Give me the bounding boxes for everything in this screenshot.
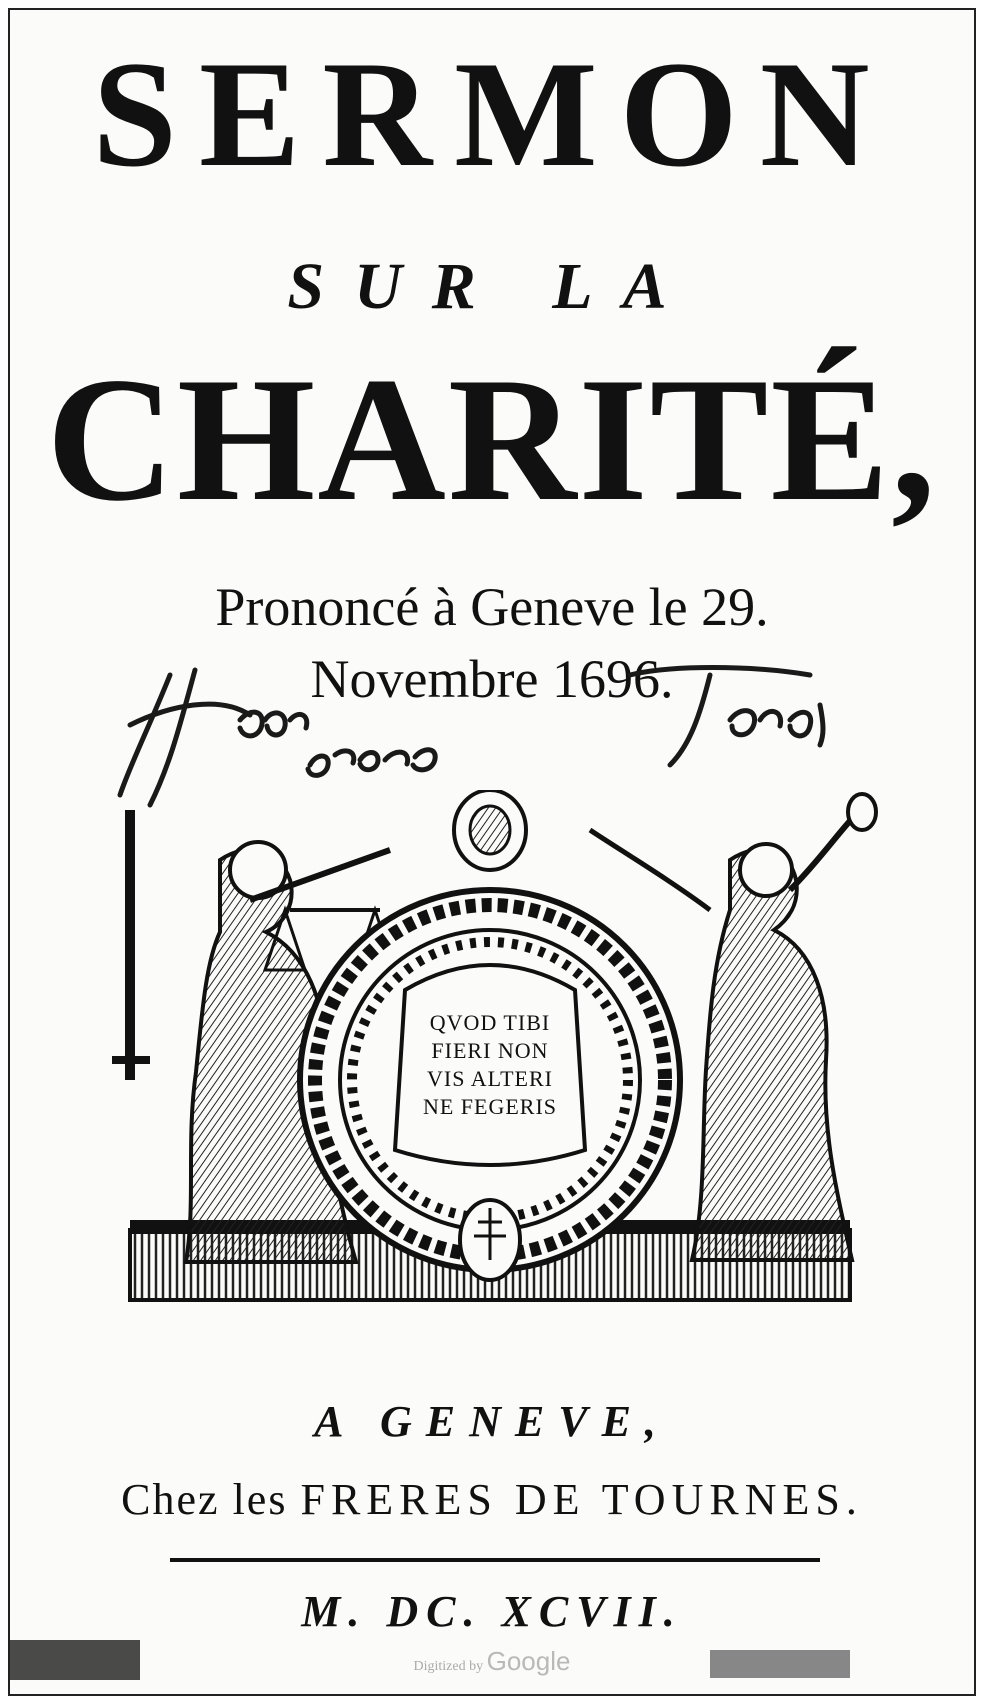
title-sur-la: SUR LA — [287, 250, 697, 323]
subtitle-line-1: Prononcé à Geneve le 29. — [215, 577, 769, 637]
subtitle-line-2: Novembre 1696. — [310, 649, 674, 709]
title-page — [8, 8, 976, 1696]
digitized-brand: Google — [486, 1646, 571, 1676]
motto-line-3: VIS ALTERI — [427, 1066, 553, 1091]
printers-device-woodcut — [90, 790, 890, 1330]
motto-line-2: FIERI NON — [431, 1038, 549, 1063]
horizontal-rule — [170, 1558, 820, 1562]
imprint-printer — [10, 1475, 974, 1524]
printer-prefix: Chez les — [121, 1475, 288, 1524]
title-sermon: SERMON — [92, 30, 892, 198]
digitized-watermark — [10, 1648, 974, 1674]
motto-line-1: QVOD TIBI — [429, 1010, 551, 1035]
printer-name: FRERES DE TOURNES. — [300, 1475, 863, 1524]
motto-line-4: NE FEGERIS — [422, 1094, 558, 1119]
digitized-prefix: Digitized by — [413, 1659, 484, 1674]
title-charite: CHARITÉ, — [46, 340, 938, 538]
imprint-place: A GENEVE, — [314, 1397, 670, 1446]
imprint-year: M. DC. XCVII. — [301, 1587, 683, 1636]
